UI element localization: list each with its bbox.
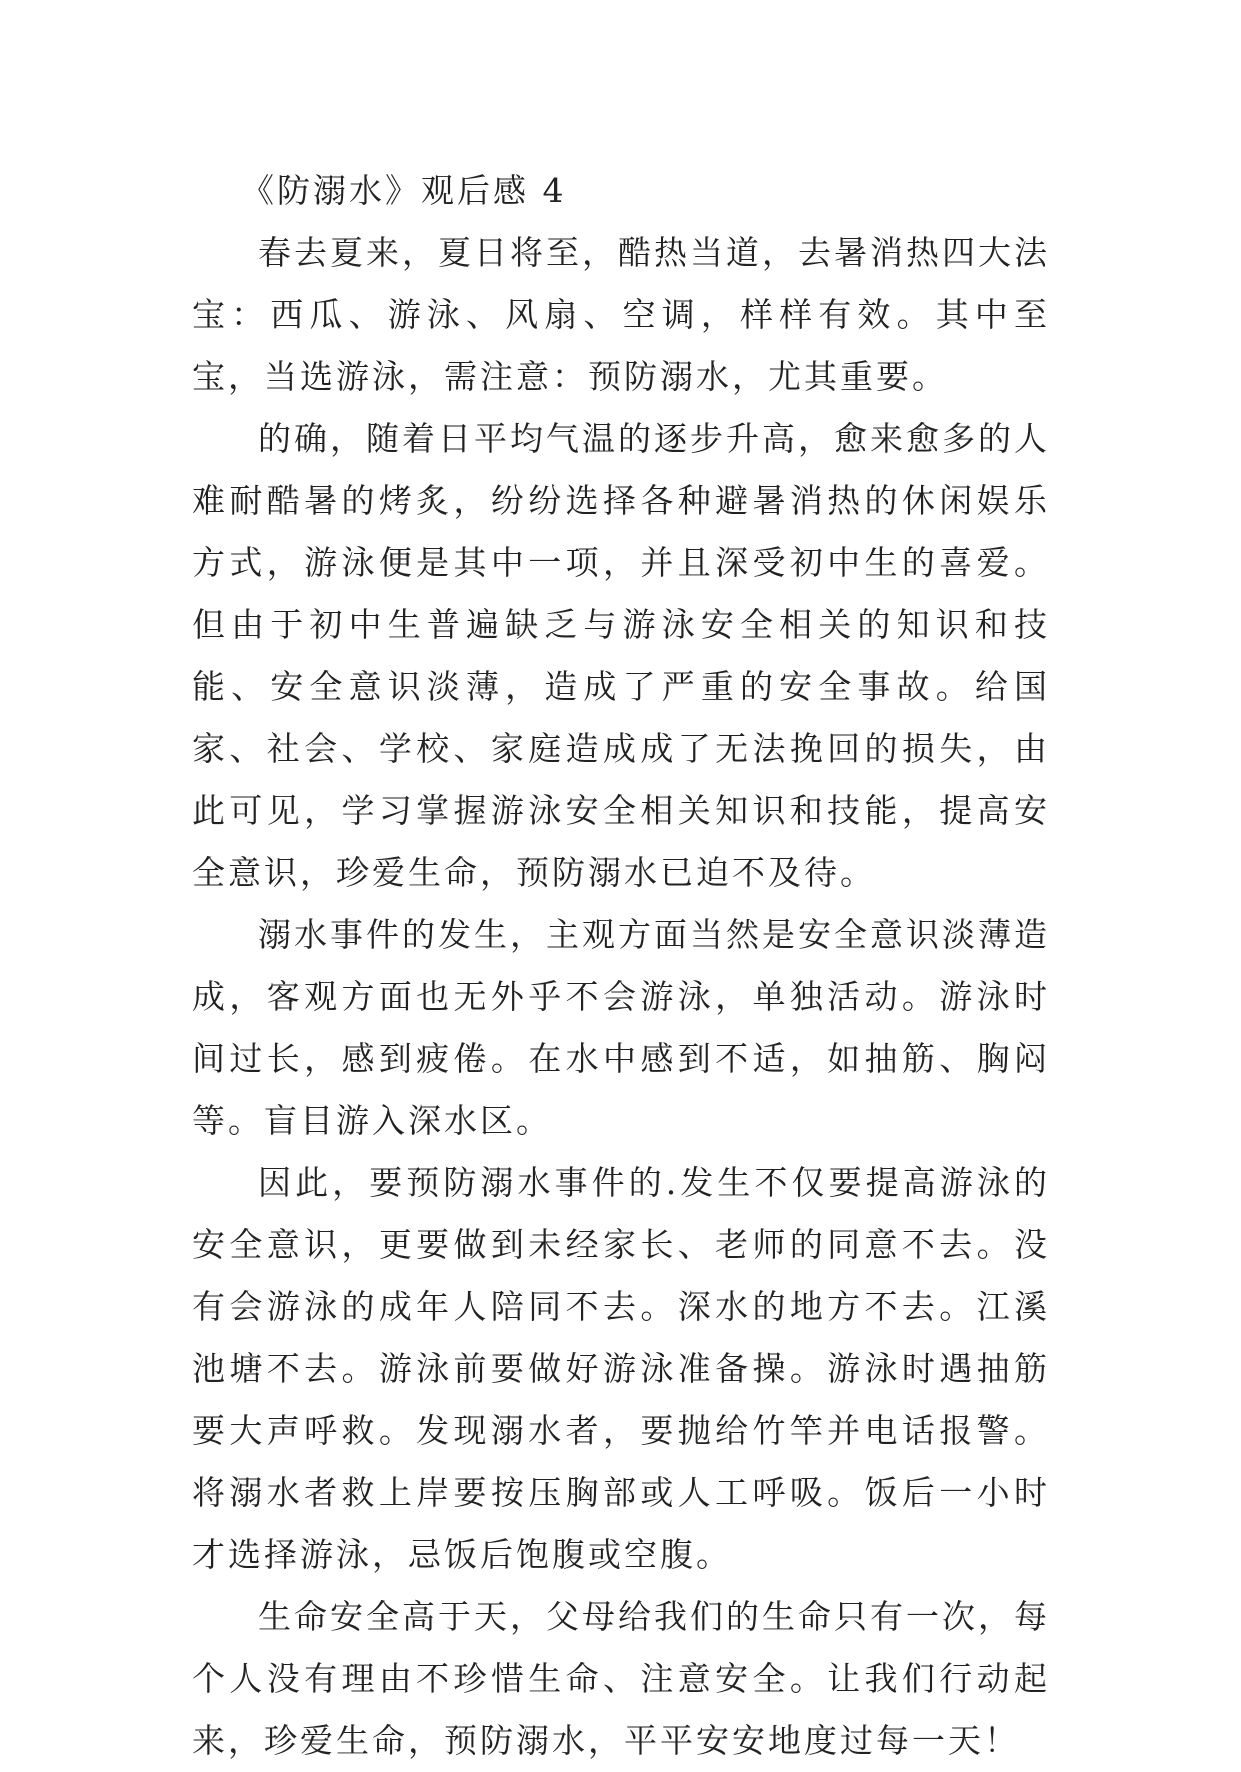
paragraph-5: 生命安全高于天，父母给我们的生命只有一次，每个人没有理由不珍惜生命、注意安全。让我们行动起来，珍爱生命，预防溺水，平平安安地度过每一天！ (192, 1597, 1050, 1760)
paragraph-3: 溺水事件的发生，主观方面当然是安全意识淡薄造成，客观方面也无外乎不会游泳，单独活动。游泳时间过长，感到疲倦。在水中感到不适，如抽筋、胸闷等。盲目游入深水区。 (192, 915, 1050, 1140)
paragraph-2: 的确，随着日平均气温的逐步升高，愈来愈多的人难耐酷暑的烤炙，纷纷选择各种避暑消热的休闲娱乐方式，游泳便是其中一项，并且深受初中生的喜爱。但由于初中生普遍缺乏与游泳安全相关的知识和技能、安全意识淡薄，造成了严重的安全事故。给国家、社会、学校、家庭造成成了无法挽回的损失，由此可见，学习掌握游泳安全相关知识和技能，提高安全意识，珍爱生命，预防溺水已迫不及待。 (192, 419, 1050, 892)
document-title: 《防溺水》观后感 4 (241, 171, 567, 210)
document-body (192, 160, 1050, 1772)
paragraph-1: 春去夏来，夏日将至，酷热当道，去暑消热四大法宝：西瓜、游泳、风扇、空调，样样有效。其中至宝，当选游泳，需注意：预防溺水，尤其重要。 (192, 233, 1050, 396)
paragraph-4: 因此，要预防溺水事件的.发生不仅要提高游泳的安全意识，更要做到未经家长、老师的同意不去。没有会游泳的成年人陪同不去。深水的地方不去。江溪池塘不去。游泳前要做好游泳准备操。游泳时遇抽筋要大声呼救。发现溺水者，要抛给竹竿并电话报警。将溺水者救上岸要按压胸部或人工呼吸。饭后一小时才选择游泳，忌饭后饱腹或空腹。 (192, 1163, 1050, 1574)
